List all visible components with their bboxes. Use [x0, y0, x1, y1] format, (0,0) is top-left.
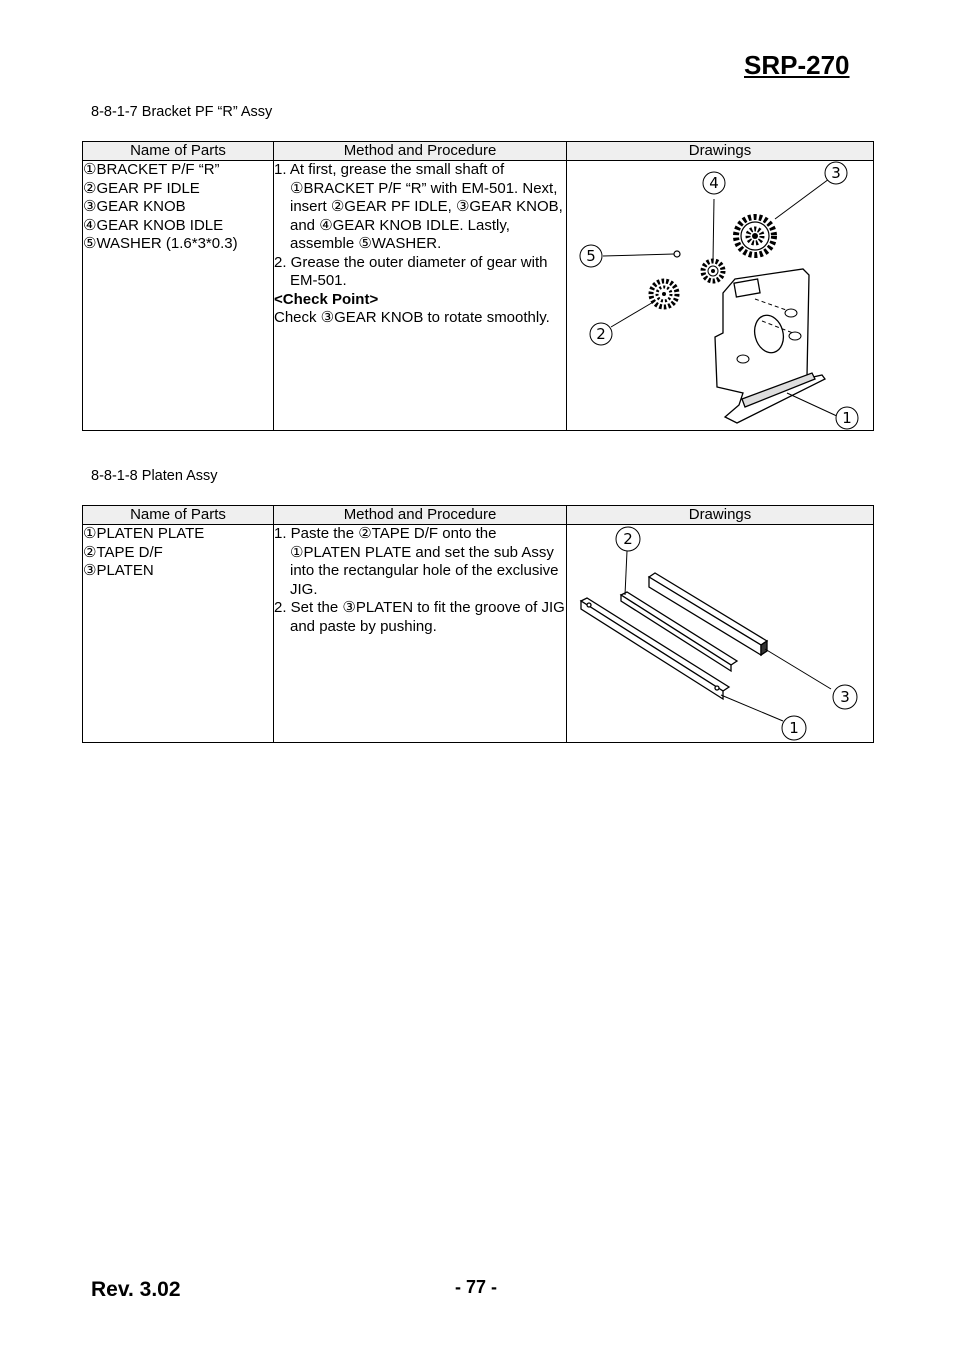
- footer-revision: Rev. 3.02: [91, 1278, 181, 1301]
- washer-shape: [674, 251, 680, 257]
- table-header-row: [83, 142, 874, 161]
- procedure-step: 2. Set the ③PLATEN to fit the groove of JIG and paste by pushing.: [274, 599, 565, 635]
- drawing-cell: [567, 525, 874, 743]
- col-header-name: Name of Parts: [83, 142, 274, 161]
- list-item: ③PLATEN: [83, 562, 154, 579]
- gear-knob-idle-shape: [703, 261, 723, 281]
- svg-text:4: 4: [709, 174, 719, 192]
- callout-2: [616, 527, 640, 551]
- gear-pf-idle-shape: [651, 281, 677, 307]
- list-item: ②TAPE D/F: [83, 543, 163, 561]
- callout-2: [590, 323, 612, 345]
- callout-3: [825, 162, 847, 184]
- check-point-title: <Check Point>: [274, 290, 379, 308]
- footer-page-number: - 77 -: [455, 1277, 498, 1297]
- list-item: ②GEAR PF IDLE: [83, 179, 200, 197]
- svg-text:5: 5: [586, 247, 596, 265]
- list-item: ⑤WASHER (1.6*3*0.3): [83, 235, 238, 252]
- list-item: ①BRACKET P/F “R”: [83, 161, 220, 178]
- bracket-plate-shape: [715, 269, 825, 423]
- callout-1: [782, 716, 806, 740]
- bracket-assy-table: [82, 141, 874, 431]
- drawing-cell: [567, 161, 874, 431]
- list-item: ④GEAR KNOB IDLE: [83, 216, 224, 234]
- table-row: [83, 525, 874, 743]
- section-heading-platen: 8-8-1-8 Platen Assy: [91, 468, 218, 484]
- col-header-method: Method and Procedure: [274, 142, 567, 161]
- list-item: ③GEAR KNOB: [83, 198, 186, 215]
- table-row: [83, 161, 874, 431]
- doc-title: SRP-270: [744, 50, 850, 80]
- section-heading-bracket: 8-8-1-7 Bracket PF “R” Assy: [91, 104, 273, 120]
- svg-text:3: 3: [840, 688, 850, 706]
- svg-text:2: 2: [623, 530, 633, 548]
- col-header-drawings: Drawings: [567, 506, 874, 525]
- svg-text:2: 2: [596, 325, 606, 343]
- procedure-step: 2. Grease the outer diameter of gear with EM-501.: [274, 253, 548, 289]
- procedure-step: 1. Paste the ②TAPE D/F onto the ①PLATEN PLATE and set the sub Assy into the rectangular hole of the exclusive JIG.: [274, 525, 559, 598]
- callout-4: [703, 172, 725, 194]
- callout-5: [580, 245, 602, 267]
- procedure-cell: [274, 161, 567, 431]
- table-header-row: [83, 506, 874, 525]
- check-point-text: Check ③GEAR KNOB to rotate smoothly.: [274, 309, 550, 326]
- col-header-drawings: Drawings: [567, 142, 874, 161]
- platen-assy-drawing: [567, 525, 873, 742]
- svg-text:1: 1: [842, 409, 852, 427]
- svg-text:3: 3: [831, 164, 841, 182]
- callout-3: [833, 685, 857, 709]
- col-header-method: Method and Procedure: [274, 506, 567, 525]
- parts-list: [83, 525, 274, 743]
- bracket-assy-drawing: [567, 161, 873, 430]
- svg-text:1: 1: [789, 719, 799, 737]
- col-header-name: Name of Parts: [83, 506, 274, 525]
- callout-1: [836, 407, 858, 429]
- gear-knob-shape: [736, 217, 774, 255]
- list-item: ①PLATEN PLATE: [83, 525, 205, 542]
- parts-list: [83, 161, 274, 431]
- platen-assy-table: [82, 505, 874, 743]
- procedure-cell: [274, 525, 567, 743]
- procedure-step: 1. At first, grease the small shaft of ①BRACKET P/F “R” with EM-501. Next, insert ②GEAR PF IDLE, ③GEAR KNOB, and ④GEAR KNOB IDLE. Lastly, assemble ⑤WASHER.: [274, 161, 563, 252]
